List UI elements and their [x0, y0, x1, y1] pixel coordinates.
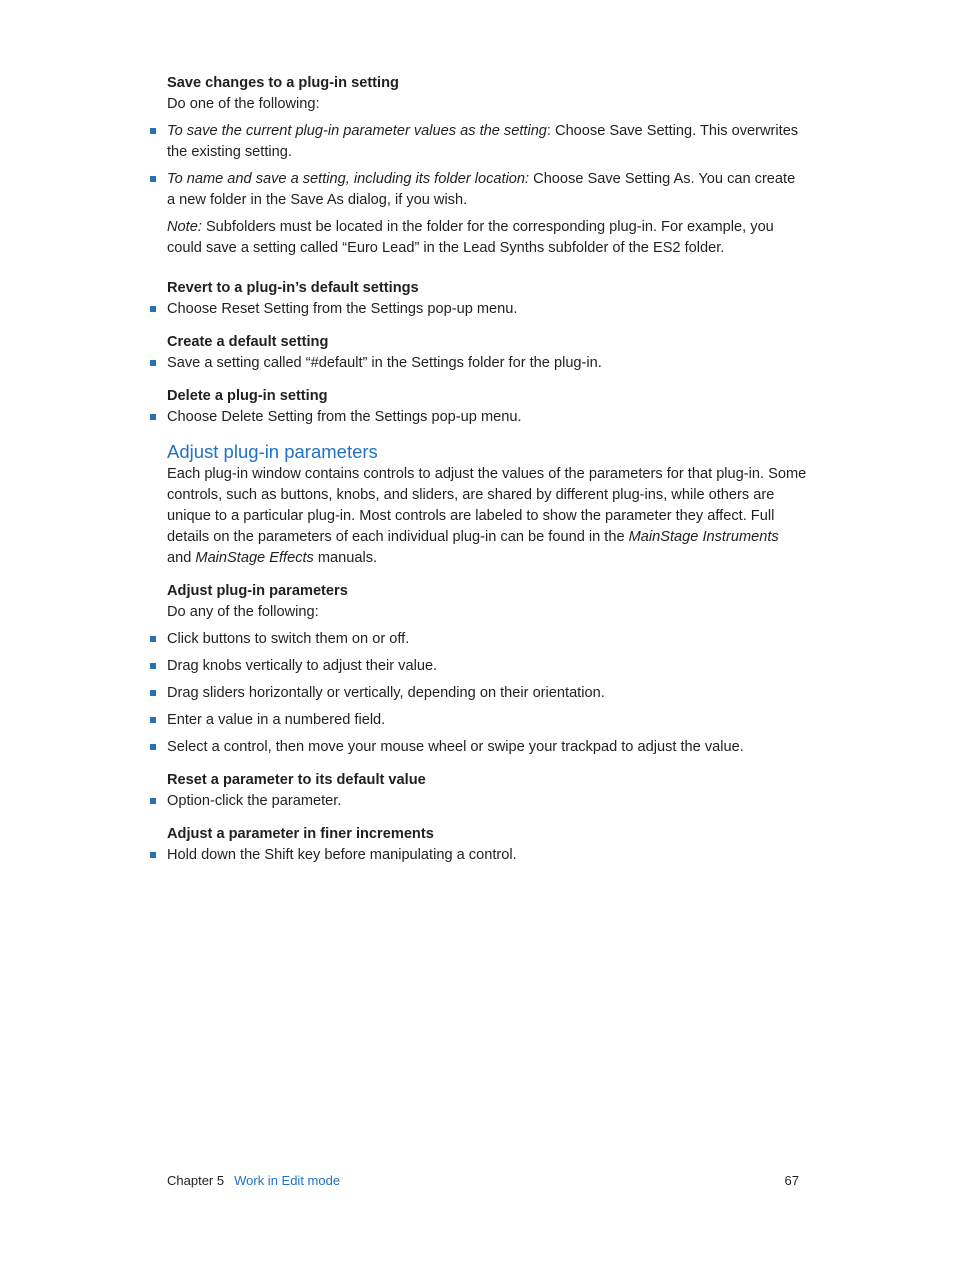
- list-item: [167, 710, 807, 731]
- footer-chapter-link[interactable]: Work in Edit mode: [234, 1173, 341, 1188]
- square-bullet-icon: [150, 636, 156, 642]
- note-label: Note:: [167, 219, 202, 235]
- note-paragraph: [167, 217, 807, 259]
- square-bullet-icon: [150, 798, 156, 804]
- bullet-text: Choose Delete Setting from the Settings pop-up menu.: [167, 409, 522, 425]
- bullet-emphasis: To save the current plug-in parameter values as the setting: [167, 123, 547, 139]
- bullet-text: Choose Save Setting As. You can create a new folder in the Save As dialog, if you wish.: [167, 171, 796, 208]
- bullet-text: Choose Reset Setting from the Settings pop-up menu.: [167, 301, 518, 317]
- para-text: manuals.: [313, 550, 378, 566]
- list-item: [167, 845, 807, 866]
- list-item: [167, 656, 807, 677]
- list-item: [167, 169, 807, 211]
- list-item: [167, 683, 807, 704]
- para-text: and: [167, 550, 196, 566]
- square-bullet-icon: [150, 306, 156, 312]
- bullet-text: : Choose Save Setting. This overwrites the existing setting.: [167, 123, 799, 160]
- list-item: [167, 121, 807, 163]
- list-item: [167, 791, 807, 812]
- task-heading-create: Create a default setting: [167, 334, 329, 350]
- section-title-adjust: Adjust plug-in parameters: [167, 441, 378, 462]
- square-bullet-icon: [150, 690, 156, 696]
- list-item: [167, 629, 807, 650]
- footer-chapter: Chapter 5: [167, 1173, 225, 1188]
- bullet-text: Drag knobs vertically to adjust their value.: [167, 658, 438, 674]
- task-intro-adjust: Do any of the following:: [167, 604, 319, 620]
- list-item: [167, 737, 807, 758]
- task-heading-finer: Adjust a parameter in finer increments: [167, 826, 434, 842]
- list-item: [167, 407, 807, 428]
- bullet-text: Drag sliders horizontally or vertically, depending on their orientation.: [167, 685, 605, 701]
- page-number: 67: [784, 1173, 799, 1188]
- bullet-text: Click buttons to switch them on or off.: [167, 631, 410, 647]
- task-heading-reset: Reset a parameter to its default value: [167, 772, 426, 788]
- square-bullet-icon: [150, 128, 156, 134]
- square-bullet-icon: [150, 663, 156, 669]
- manual-title: MainStage Instruments: [628, 529, 779, 545]
- para-text: Each plug-in window contains controls to adjust the values of the parameters for that plug-in. Some controls, such as buttons, knobs, and sliders, are shared by different plug-ins, while others are unique to a particular plug-in. Most controls are labeled to show the parameter they affect. Full details on the parameters of each individual plug-in can be found in the: [167, 466, 807, 545]
- page-content: [167, 73, 807, 872]
- page-footer: [167, 1172, 799, 1190]
- bullet-emphasis: To name and save a setting, including its folder location:: [167, 171, 530, 187]
- section-paragraph: [167, 464, 807, 569]
- task-intro-save: Do one of the following:: [167, 96, 320, 112]
- task-heading-revert: Revert to a plug-in’s default settings: [167, 280, 419, 296]
- square-bullet-icon: [150, 414, 156, 420]
- task-heading-delete: Delete a plug-in setting: [167, 388, 328, 404]
- manual-title: MainStage Effects: [195, 550, 314, 566]
- bullet-text: Option-click the parameter.: [167, 793, 342, 809]
- bullet-text: Save a setting called “#default” in the Settings folder for the plug-in.: [167, 355, 602, 371]
- square-bullet-icon: [150, 852, 156, 858]
- square-bullet-icon: [150, 360, 156, 366]
- task-heading-adjust: Adjust plug-in parameters: [167, 583, 348, 599]
- square-bullet-icon: [150, 176, 156, 182]
- bullet-text: Select a control, then move your mouse wheel or swipe your trackpad to adjust the value.: [167, 739, 744, 755]
- bullet-text: Hold down the Shift key before manipulating a control.: [167, 847, 517, 863]
- list-item: [167, 299, 807, 320]
- bullet-text: Enter a value in a numbered field.: [167, 712, 386, 728]
- square-bullet-icon: [150, 744, 156, 750]
- square-bullet-icon: [150, 717, 156, 723]
- task-heading-save: Save changes to a plug-in setting: [167, 75, 399, 91]
- list-item: [167, 353, 807, 374]
- note-text: Subfolders must be located in the folder for the corresponding plug-in. For example, you could save a setting called “Euro Lead” in the Lead Synths subfolder of the ES2 folder.: [167, 219, 774, 256]
